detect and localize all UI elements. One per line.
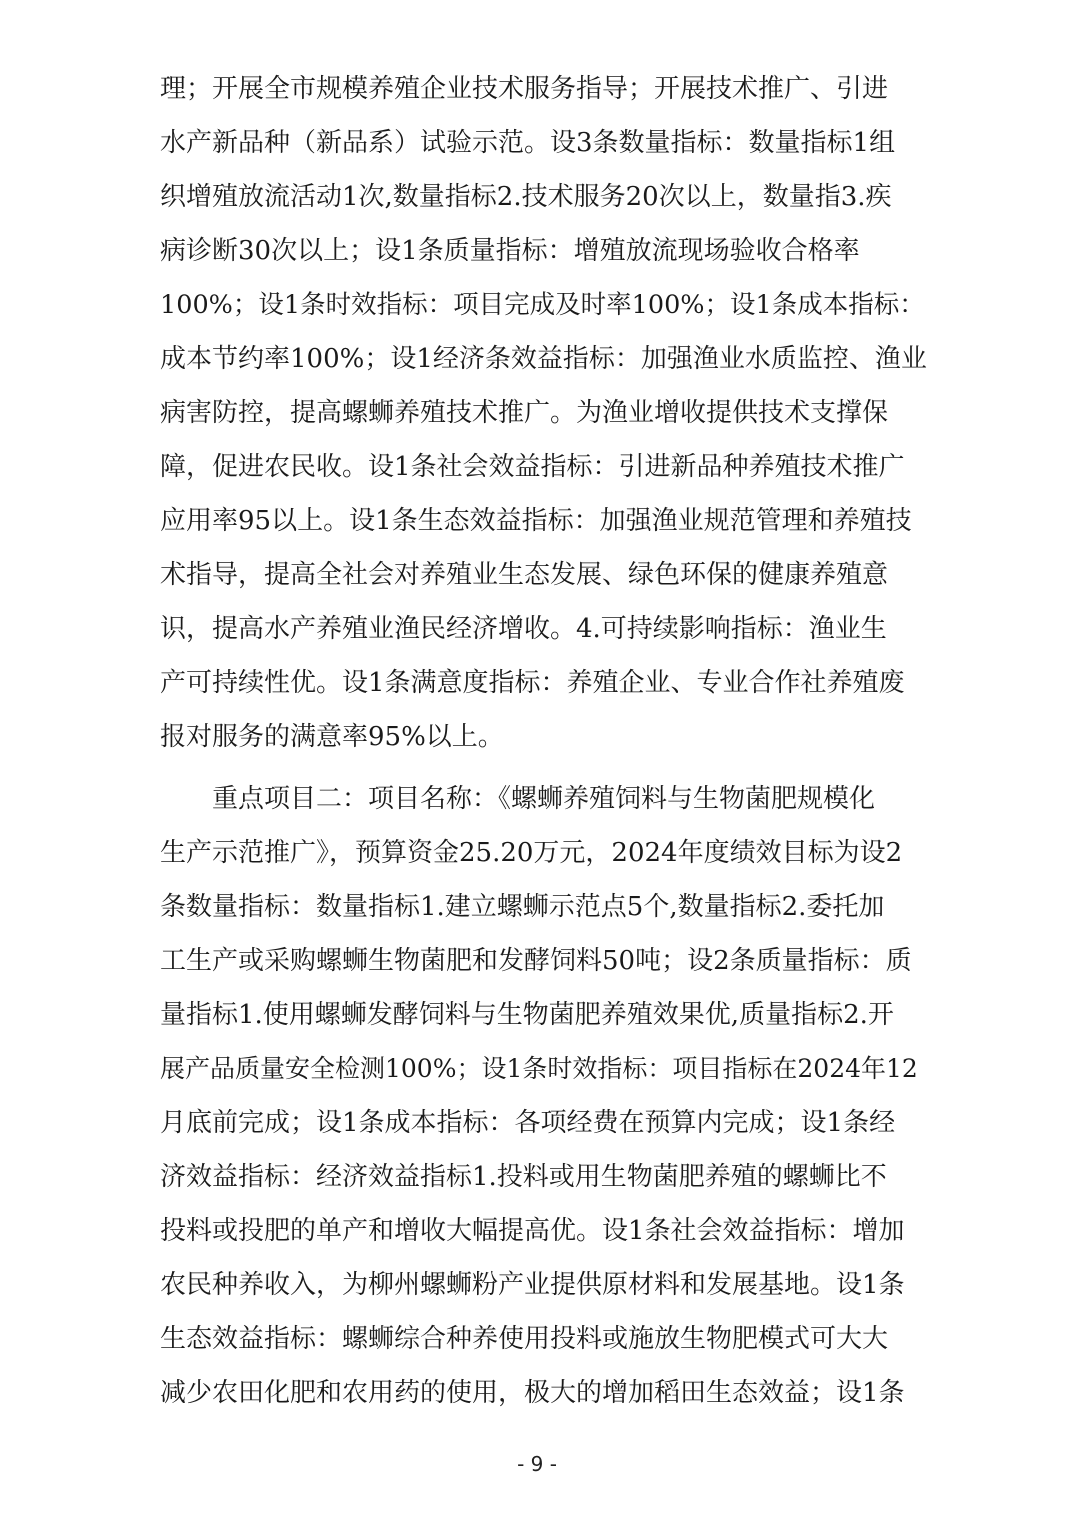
paragraph-1-line-7: 病害防控，提高螺蛳养殖技术推广。为渔业增收提供技术支撑保 <box>160 398 889 428</box>
paragraph-1-line-6: 成本节约率100%；设1经济条效益指标：加强渔业水质监控、渔业 <box>160 344 927 374</box>
paragraph-2-line-10: 农民种养收入，为柳州螺蛳粉产业提供原材料和发展基地。设1条 <box>160 1270 905 1300</box>
paragraph-2-line-6: 展产品质量安全检测100%；设1条时效指标：项目指标在2024年12 <box>160 1054 918 1083</box>
page-number: - 9 - <box>517 1452 557 1476</box>
paragraph-1-line-12: 产可持续性优。设1条满意度指标：养殖企业、专业合作社养殖废 <box>160 668 905 698</box>
paragraph-2-line-5: 量指标1.使用螺蛳发酵饲料与生物菌肥养殖效果优,质量指标2.开 <box>160 1000 894 1030</box>
paragraph-1-line-1: 理；开展全市规模养殖企业技术服务指导；开展技术推广、引进 <box>160 74 889 104</box>
paragraph-1-line-9: 应用率95以上。设1条生态效益指标：加强渔业规范管理和养殖技 <box>160 506 912 536</box>
paragraph-1-line-5: 100%；设1条时效指标：项目完成及时率100%；设1条成本指标： <box>160 290 925 320</box>
paragraph-1-line-2: 水产新品种（新品系）试验示范。设3条数量指标：数量指标1组 <box>160 128 896 158</box>
paragraph-1-line-3: 织增殖放流活动1次,数量指标2.技术服务20次以上，数量指3.疾 <box>160 182 892 212</box>
paragraph-2-line-12: 减少农田化肥和农用药的使用，极大的增加稻田生态效益；设1条 <box>160 1378 905 1408</box>
paragraph-2-line-3: 条数量指标：数量指标1.建立螺蛳示范点5个,数量指标2.委托加 <box>160 892 885 922</box>
paragraph-1-line-10: 术指导，提高全社会对养殖业生态发展、绿色环保的健康养殖意 <box>160 560 889 590</box>
paragraph-2-line-4: 工生产或采购螺蛳生物菌肥和发酵饲料50吨；设2条质量指标：质 <box>160 946 912 976</box>
paragraph-1-line-13: 报对服务的满意率95%以上。 <box>160 722 504 752</box>
paragraph-2-line-1: 重点项目二：项目名称：《螺蛳养殖饲料与生物菌肥规模化 <box>212 784 876 814</box>
paragraph-2-line-2: 生产示范推广》，预算资金25.20万元，2024年度绩效目标为设2 <box>160 838 903 868</box>
paragraph-1-line-8: 障，促进农民收。设1条社会效益指标：引进新品种养殖技术推广 <box>160 452 905 482</box>
paragraph-2-line-8: 济效益指标：经济效益指标1.投料或用生物菌肥养殖的螺蛳比不 <box>160 1162 887 1192</box>
paragraph-2-line-7: 月底前完成；设1条成本指标：各项经费在预算内完成；设1条经 <box>160 1108 896 1138</box>
paragraph-2-line-11: 生态效益指标：螺蛳综合种养使用投料或施放生物肥模式可大大 <box>160 1324 889 1354</box>
paragraph-1-line-4: 病诊断30次以上；设1条质量指标：增殖放流现场验收合格率 <box>160 236 860 266</box>
paragraph-2-line-9: 投料或投肥的单产和增收大幅提高优。设1条社会效益指标：增加 <box>160 1216 905 1246</box>
paragraph-1-line-11: 识，提高水产养殖业渔民经济增收。4.可持续影响指标：渔业生 <box>160 614 887 644</box>
